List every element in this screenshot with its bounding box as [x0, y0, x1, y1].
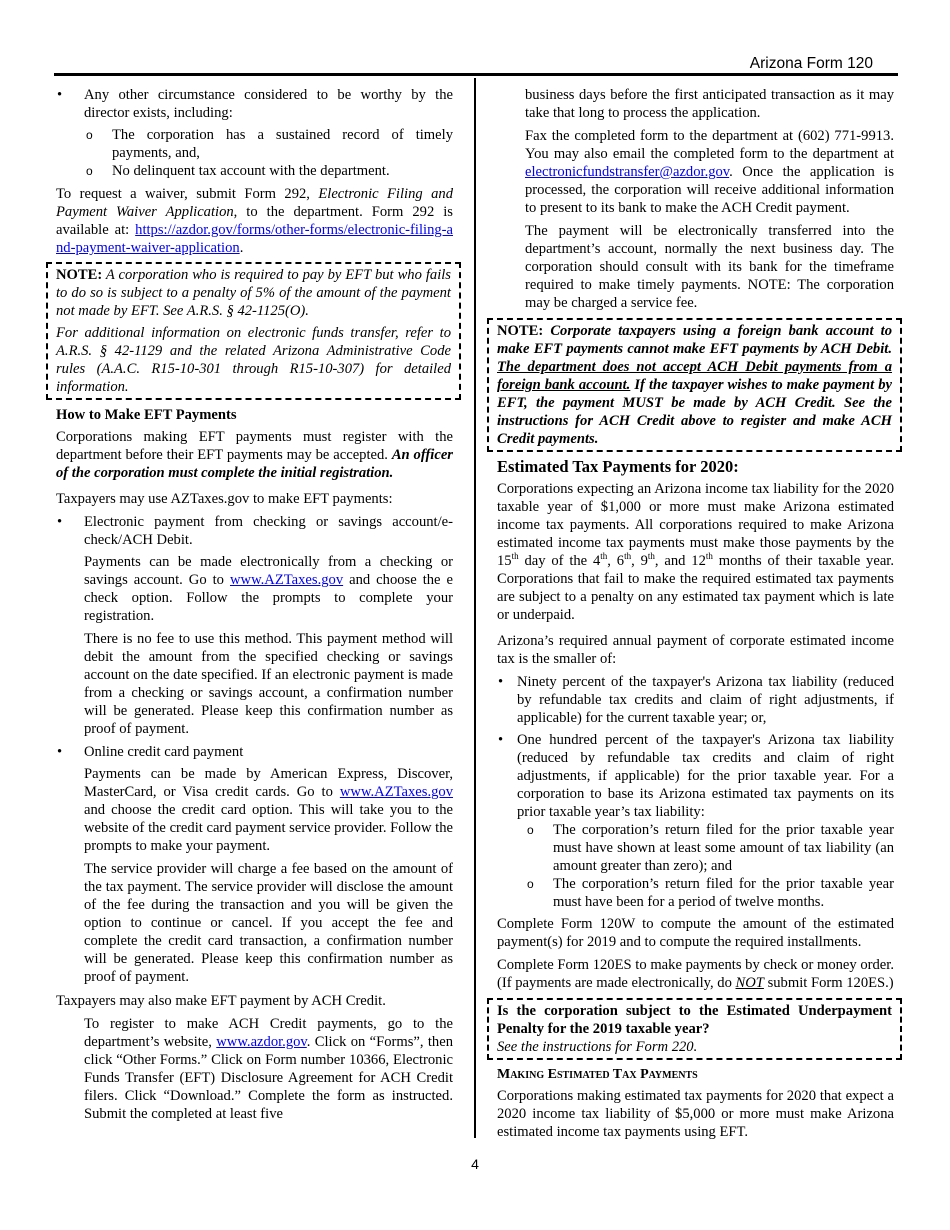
how-paragraph: Corporations making EFT payments must register with the department before their EFT payments may be accepted. An officer of the corporation must complete the initial registration.: [56, 429, 453, 481]
list-item: • Ninety percent of the taxpayer's Arizona tax liability (reduced by refundable tax credits and claim of right adjustments, if applicable) for the current taxable year; or,: [497, 673, 894, 727]
azdor-link[interactable]: www.azdor.gov: [216, 1034, 307, 1050]
cc-fee-paragraph: The service provider will charge a fee based on the amount of the tax payment. The service provider will disclose the amount of the fee during the transaction and you will be given the option to continue or cancel. If you accept the fee and complete the credit card transaction, a confirmation number will be generated. Please keep this confirmation number as proof of payment.: [84, 861, 453, 985]
sub-list-item: o The corporation’s return filed for the prior taxable year must have shown at least some amount of tax liability (an amount greater than zero); and: [497, 821, 894, 875]
list-item: • One hundred percent of the taxpayer's Arizona tax liability (reduced by refundable tax credits and claim of right adjustments, if applicable) for the prior taxable year. For a corporation to base its Arizona estimated tax payments on its prior taxable year’s tax liability:: [497, 731, 894, 821]
form-120w-paragraph: Complete Form 120W to compute the amount of the estimated payment(s) for 2019 and to compute the required installments.: [497, 916, 894, 950]
email-link[interactable]: electronicfundstransfer@azdor.gov: [525, 164, 730, 180]
aztaxes-link[interactable]: www.AZTaxes.gov: [229, 572, 344, 588]
list-item: • Online credit card payment: [56, 743, 453, 761]
making-payments-heading: Making Estimated Tax Payments: [497, 1067, 698, 1082]
fax-paragraph: Fax the completed form to the department at (602) 771-9913. You may also email the completed form to the department at electronicfundstransfer@azdor.gov. Once the application is processed, the corporation will receive additional information to present to its bank to make the ACH Credit payment.: [525, 128, 894, 216]
may-use-paragraph: Taxpayers may use AZTaxes.gov to make EFT payments:: [56, 491, 393, 507]
ach-credit-paragraph: To register to make ACH Credit payments, go to the department’s website, www.azdor.gov. Click on “Forms”, then click “Other Forms.” Click on Form number 10366, Electronic Funds Transfer (EFT) Disclosure Agreement for ACH Credit filers. Click “Download.” Complete the form as instructed. Submit the completed at least five: [84, 1016, 453, 1122]
echeck-fee-paragraph: There is no fee to use this method. This payment method will debit the amount from the specified checking or savings account on the date specified. If an electronic payment is made from a checking or savings account, a confirmation number will be generated. Please keep this confirmation number as proof of payment.: [84, 631, 453, 737]
waiver-paragraph: To request a waiver, submit Form 292, Electronic Filing and Payment Waiver Application, to the department. Form 292 is available at: https://azdor.gov/forms/other-forms/electronic-filing-and-payment-waiver-application.: [56, 186, 453, 256]
list-item: • Electronic payment from checking or savings account/e-check/ACH Debit.: [56, 513, 453, 549]
form-120es-paragraph: Complete Form 120ES to make payments by check or money order. (If payments are made electronically, do NOT submit Form 120ES.): [497, 957, 894, 991]
continued-paragraph: business days before the first anticipated transaction as it may take that long to process the application.: [525, 87, 894, 121]
section-heading: How to Make EFT Payments: [56, 407, 237, 423]
right-column: [497, 86, 894, 1146]
required-annual-paragraph: Arizona’s required annual payment of corporate estimated income tax is the smaller of:: [497, 633, 894, 667]
transfer-paragraph: The payment will be electronically transferred into the department’s account, normally the next business day. The corporation should consult with its bank for the timeframe required to make timely payments. NOTE: The corporation may be charged a service fee.: [525, 223, 894, 311]
list-item: • Any other circumstance considered to be worthy by the director exists, including:: [56, 86, 453, 122]
column-divider: [474, 78, 476, 1138]
aztaxes-link[interactable]: www.AZTaxes.gov: [339, 784, 453, 800]
left-column: [56, 86, 453, 1128]
estimated-payments-heading: Estimated Tax Payments for 2020:: [497, 457, 739, 476]
page-number: 4: [471, 1156, 479, 1172]
echeck-paragraph: Payments can be made electronically from a checking or savings account. Go to www.AZTaxes.gov and choose the e check option. Follow the prompts to complete your registration.: [84, 554, 454, 624]
header-rule: [54, 73, 898, 76]
waiver-link[interactable]: https://azdor.gov/forms/other-forms/electronic-filing-and-payment-waiver-application: [56, 222, 453, 256]
cc-paragraph: Payments can be made by American Express, Discover, MasterCard, or Visa credit cards. Go to www.AZTaxes.gov and choose the credit card option. This will take you to the website of the credit card payment service provider. Follow the prompts to make your payment.: [84, 766, 453, 854]
ach-credit-intro: Taxpayers may also make EFT payment by ACH Credit.: [56, 993, 386, 1009]
sub-list-item: o The corporation has a sustained record of timely payments, and,: [56, 126, 453, 162]
eft-penalty-note: NOTE: A corporation who is required to pay by EFT but who fails to do so is subject to a penalty of 5% of the amount of the payment not made by EFT. See A.R.S. § 42-1125(O). For additional information on electronic funds transfer, refer to A.R.S. § 42-1129 and the related Arizona Administrative Code rules (A.A.C. R15-10-301 through R15-10-307) for detailed information.: [46, 262, 461, 400]
form-title: Arizona Form 120: [749, 55, 873, 72]
sub-list-item: o No delinquent tax account with the department.: [56, 162, 453, 180]
foreign-bank-note: NOTE: Corporate taxpayers using a foreign bank account to make EFT payments cannot make EFT payments by ACH Debit. The department does not accept ACH Debit payments from a foreign bank account. If the taxpayer wishes to make payment by EFT, the payment MUST be made by ACH Credit. See the instructions for ACH Credit above to register and make ACH Credit payments.: [487, 318, 902, 452]
sub-list-item: o The corporation’s return filed for the prior taxable year must have been for a period of twelve months.: [497, 875, 894, 911]
underpayment-penalty-note: Is the corporation subject to the Estimated Underpayment Penalty for the 2019 taxable year? See the instructions for Form 220.: [487, 998, 902, 1060]
estimated-paragraph: Corporations expecting an Arizona income tax liability for the 2020 taxable year of $1,000 or more must make Arizona estimated income tax payments. All corporations required to make Arizona estimated income tax payments must make those payments by the 15th day of the 4th, 6th, 9th, and 12th months of their taxable year. Corporations that fail to make the required estimated tax payments are subject to a penalty on any estimated tax payment which is late or underpaid.: [497, 481, 894, 623]
making-paragraph: Corporations making estimated tax payments for 2020 that expect a 2020 income tax liability of $5,000 or more must make Arizona estimated income tax payments using EFT.: [497, 1088, 894, 1140]
